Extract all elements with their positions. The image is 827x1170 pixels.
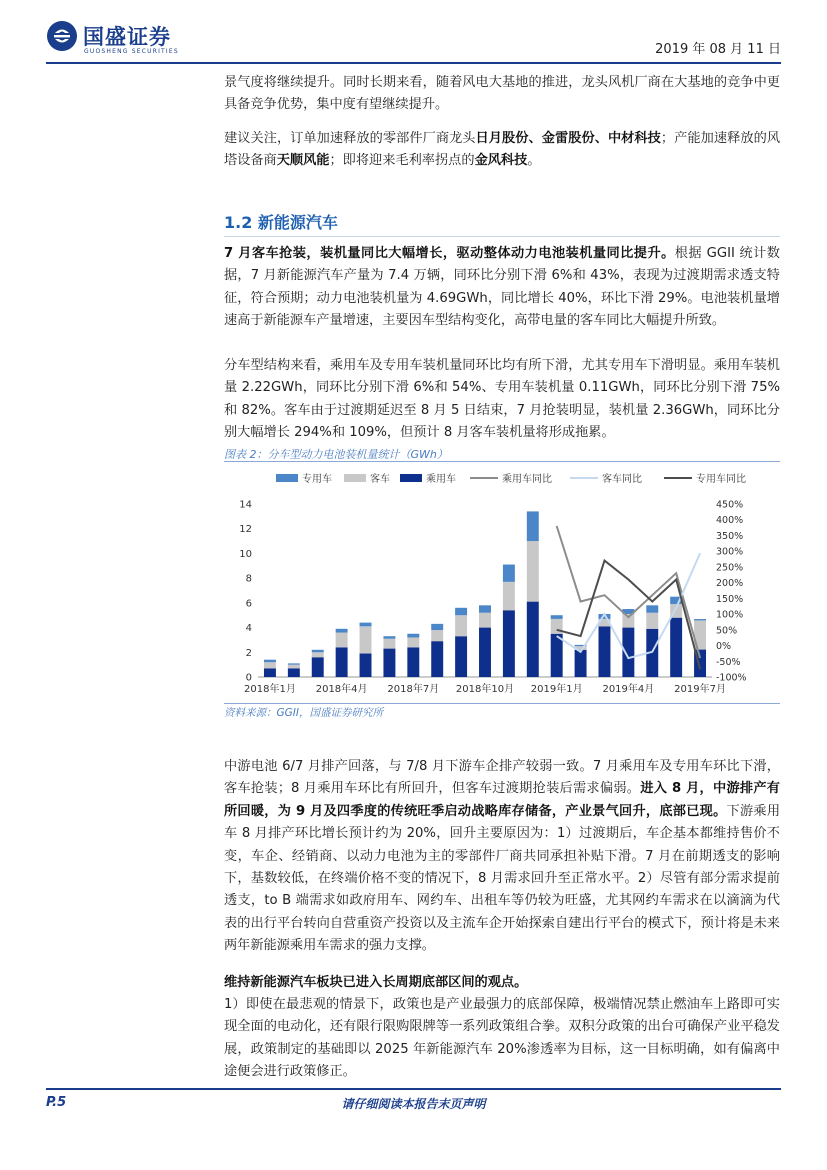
y-right-tick-label: 0% [716,641,732,653]
chart-legend [276,472,746,485]
y-right-tick-label: -100% [716,672,747,684]
bar-segment [479,613,491,628]
bar-segment [264,662,276,668]
x-tick-label: 2019年1月 [530,684,583,695]
bar-segment [336,633,348,648]
bar-segment [527,511,539,541]
y-left-tick-label: 4 [245,623,252,635]
paragraph-policy-support: 1）即使在最悲观的情景下，政策也是产业最强力的底部保障，极端情况禁止燃油车上路即可实现全面的电动化，还有限行限购限牌等一系列政策组合拳。双积分政策的出台可确保产业平稳发展，政策制定的基础即以 2025 年新能源汽车 20%渗透率为目标，这一目标明确，如有偏离中途便会进行政策修正。 [224,997,780,1080]
bar-segment [360,623,372,627]
bar-segment [264,668,276,677]
figure-caption: 图表 2：分车型动力电池装机量统计（GWh） [224,448,448,461]
disclaimer-note: 请仔细阅读本报告末页声明 [341,1097,486,1111]
text-segment: 。 [527,153,541,169]
bar-segment [407,647,419,677]
legend-label: 专用车同比 [696,474,746,485]
y-left-tick-label: 0 [245,672,252,684]
y-left-tick-label: 12 [239,524,252,536]
y-right-tick-label: 400% [716,515,744,527]
legend-label: 乘用车 [426,474,456,485]
paragraph-body: 根据 GGII 统计数据，7 月新能源汽车产量为 7.4 万辆，同环比分别下滑 6%和 43%，表现为过渡期需求透支特征，符合预期；动力电池装机量为 4.69GWh，同比增长 40%，环比下滑 29%。电池装机量增速高于新能源车产量增速，主要因车型结构变化，高带电量的客车同比大幅提升所致。 [224,246,780,329]
bar-segment [551,634,563,677]
highlight-stock: 天顺风能 [276,153,330,169]
bar-segment [646,613,658,629]
bar-segment [360,654,372,677]
bar-segment [455,615,467,636]
y-right-tick-label: 200% [716,578,744,590]
bar-segment [551,615,563,619]
report-date: 2019 年 08 月 11 日 [655,42,781,57]
y-right-tick-label: -50% [716,656,741,668]
bar-segment [383,649,395,677]
figure-bottom-rule [224,703,780,704]
bar-segment [312,657,324,677]
y-left-tick-label: 8 [245,573,252,585]
bar-segment [694,619,706,620]
bar-segment [646,605,658,612]
paragraph-vehicle-structure: 分车型结构来看，乘用车及专用车装机量同环比均有所下滑，尤其专用车下滑明显。乘用车装机量 2.22GWh，同环比分别下滑 6%和 54%、专用车装机量 0.11GWh，同环比分别下滑 75%和 82%。客车由于过渡期延迟至 8 月 5 日结束，7 月抢装明显，装机量 2.36GWh，同环比分别大幅增长 294%和 109%，但预计 8 月客车装机量将形成拖累。 [224,358,780,441]
bar-segment [527,541,539,602]
y-left-tick-label: 2 [245,647,252,659]
bar-segment [575,650,587,677]
legend-label: 客车同比 [602,474,642,485]
section-title: 1.2 新能源汽车 [224,213,338,232]
bar-segment [479,628,491,677]
section-divider [224,236,780,237]
y-right-tick-label: 450% [716,499,744,511]
bar-segment [360,626,372,653]
logo-subtext: GUOSHENG SECURITIES [84,48,179,55]
figure-top-rule [224,461,780,462]
y-right-tick-label: 50% [716,625,738,637]
paragraph-wind-recommendation [224,128,780,173]
paragraph-lead: 7 月客车抢装，装机量同比大幅增长，驱动整体动力电池装机量同比提升。 [224,246,675,261]
chart-bars [264,511,706,677]
text-segment: 建议关注，订单加速释放的零部件厂商龙头 [224,131,476,146]
highlight-stocks: 日月股份、金雷股份、中材科技 [475,131,661,146]
bar-segment [288,665,300,669]
page-number: P.5 [46,1095,67,1110]
bar-segment [479,605,491,612]
battery-installation-chart [224,466,780,702]
bar-segment [312,650,324,652]
text-segment: ；即将迎来毛利率拐点的 [329,153,475,169]
bar-segment [336,647,348,677]
x-tick-label: 2018年10月 [455,684,515,695]
y-left-tick-label: 14 [239,499,252,511]
bar-segment [527,602,539,677]
highlight-conclusion: 进入 8 月，中游排产有所回暖，为 9 月及四季度的传统旺季启动战略库存储备，产业景气回升，底部已现。 [224,781,780,819]
y-right-tick-label: 300% [716,546,744,558]
bar-segment [407,634,419,638]
y-left-tick-label: 10 [239,548,252,560]
highlight-stock: 金风科技 [474,153,528,169]
paragraph-wind-outlook: 景气度将继续提升。同时长期来看，随着风电大基地的推进，龙头风机厂商在大基地的竞争中更具备竞争优势，集中度有望继续提升。 [224,75,780,113]
paragraph-view-title: 维持新能源汽车板块已进入长周期底部区间的观点。 [224,975,528,990]
logo-icon [46,20,78,52]
bar-segment [431,624,443,630]
bar-segment [455,608,467,615]
y-left-tick-label: 6 [245,598,252,610]
text-segment: ；产能加速释放的风塔设备商 [224,131,781,169]
logo-text: 国盛证券 [83,25,171,49]
legend-label: 客车 [370,474,390,485]
legend-swatch [344,474,366,482]
x-tick-label: 2018年4月 [315,684,368,695]
bar-segment [264,660,276,662]
footer-divider [46,1088,781,1090]
header-divider [46,62,781,64]
y-right-tick-label: 250% [716,562,744,574]
text-segment: 中游电池 6/7 月排产回落，与 7/8 月下游车企排产较弱一致。7 月乘用车及专用车环比下滑，客车抢装；8 月乘用车环比有所回升，但客车过渡期抢装后需求偏弱。 [224,759,780,797]
y-right-tick-label: 350% [716,530,744,542]
paragraph-july-summary [224,243,780,333]
x-tick-label: 2018年1月 [244,684,296,695]
bar-segment [312,652,324,657]
text-segment: 下游乘用车 8 月排产环比增长预计约为 20%，回升主要原因为：1）过渡期后，车企基本都维持售价不变，车企、经销商、以动力电池为主的零部件厂商共同承担补贴下滑。7 月在前期透支的影响下，基数较低，在终端价格不变的情况下，8 月需求回升至正常水平。2）尽管有部分需求提前透支，to B 端需求如政府用车、网约车、出租车等仍较为旺盛，尤其网约车需求在以滴滴为代表的出行平台转向自营重资产投资以及主流车企开始探索自建出行平台的模式下，预计将是未来两年新能源乘用车需求的强力支撑。 [224,803,781,954]
legend-label: 乘用车同比 [502,474,552,485]
bar-segment [455,636,467,677]
y-right-tick-label: 150% [716,593,744,605]
bar-segment [383,636,395,638]
bar-segment [670,618,682,677]
bar-segment [431,630,443,641]
paragraph-production-schedule [224,756,780,958]
bar-segment [599,626,611,677]
bar-segment [503,582,515,610]
x-tick-label: 2018年7月 [387,684,440,695]
bar-segment [383,639,395,649]
bar-segment [503,565,515,582]
bar-segment [288,668,300,677]
bar-segment [288,663,300,664]
bar-segment [407,637,419,647]
y-right-tick-label: 100% [716,609,744,621]
bar-segment [503,610,515,677]
legend-swatch [400,474,422,482]
legend-swatch [276,474,298,482]
legend-label: 专用车 [302,474,332,485]
x-tick-label: 2019年4月 [602,684,655,695]
x-tick-label: 2019年7月 [674,684,726,695]
figure-source: 资料来源：GGII，国盛证券研究所 [224,707,383,719]
page-header [46,18,781,62]
bar-segment [431,641,443,677]
bar-segment [336,629,348,633]
